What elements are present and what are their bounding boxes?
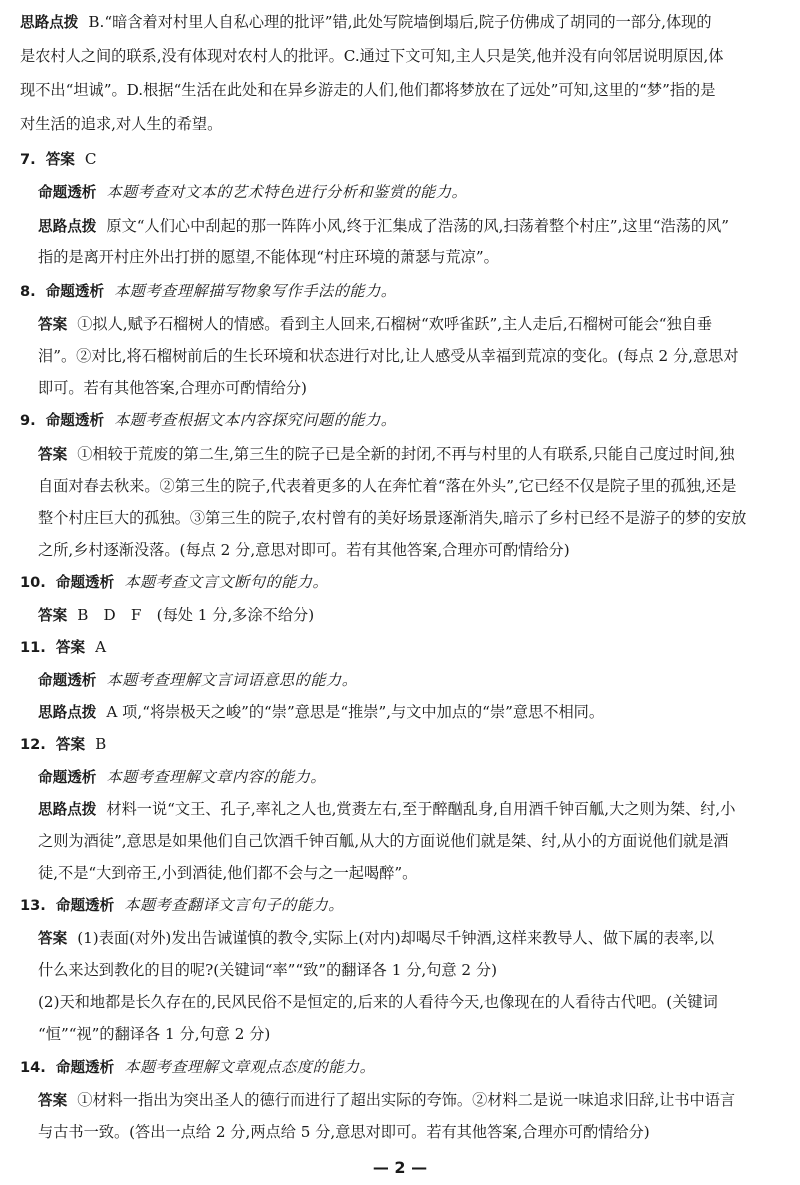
q11-hint-label: 思路点拨 — [38, 704, 97, 721]
q10-answer-label: 答案 — [38, 607, 68, 624]
q12-hint-line-1: 思路点拨 材料一说“文王、孔子,率礼之人也,赏赉左右,至于醉酗乱身,自用酒千钟百觚,大之则为桀、纣,小 — [38, 800, 736, 818]
q7-answer-value: C — [84, 150, 97, 168]
q13-analysis-label: 命题透析 — [55, 897, 115, 914]
page-number: — 2 — — [372, 1158, 428, 1177]
q11-answer-label: 答案 — [55, 639, 86, 656]
q12-hint-label: 思路点拨 — [38, 801, 97, 818]
q7-analysis-label: 命题透析 — [38, 184, 97, 201]
q8-answer-label: 答案 — [38, 316, 68, 333]
q7-hint-line-2: 指的是离开村庄外出打拼的愿望,不能体现“村庄环境的萧瑟与荒凉”。 — [38, 248, 499, 266]
q9-analysis-line: 9. 命题透析 本题考查根据文本内容探究问题的能力。 — [20, 411, 397, 429]
q10-answer-line: 答案 B D F (每处 1 分,多涂不给分) — [38, 606, 315, 624]
q11-answer-value: A — [95, 638, 107, 656]
q9-answer-line-1: 答案 ①相较于荒废的第二生,第三生的院子已是全新的封闭,不再与村里的人有联系,只能自己度过时间,独 — [38, 445, 735, 463]
q6-hint-line-2: 是农村人之间的联系,没有体现对农村人的批评。C.通过下文可知,主人只是笑,他并没有向邻居说明原因,体 — [20, 47, 724, 65]
q8-answer-line-1: 答案 ①拟人,赋予石榴树人的情感。看到主人回来,石榴树“欢呼雀跃”,主人走后,石榴树可能会“独自垂 — [38, 315, 713, 333]
q6-hint-label: 思路点拨 — [20, 14, 79, 31]
q7-analysis-line: 命题透析 本题考查对文本的艺术特色进行分析和鉴赏的能力。 — [38, 183, 468, 201]
q12-hint-line-3: 徒,不是“大到帝王,小到酒徒,他们都不会与之一起喝醉”。 — [38, 864, 418, 882]
q9-analysis-label: 命题透析 — [45, 412, 105, 429]
q13-answer-2-line-1: (2)天和地都是长久存在的,民风民俗不是恒定的,后来的人看待今天,也像现在的人看待古代吧。(关键词 — [38, 993, 718, 1011]
q10-number: 10. — [20, 574, 46, 591]
q8-analysis-label: 命题透析 — [45, 283, 105, 300]
q9-answer-line-3: 整个村庄巨大的孤独。③第三生的院子,农村曾有的美好场景逐渐消失,暗示了乡村已经不是游子的梦的安放 — [38, 509, 747, 527]
q12-answer-line — [20, 734, 778, 755]
q7-hint-label: 思路点拨 — [38, 218, 97, 235]
q9-answer-line-4: 之所,乡村逐渐没落。(每点 2 分,意思对即可。若有其他答案,合理亦可酌情给分) — [38, 541, 570, 559]
q11-analysis-label: 命题透析 — [38, 672, 97, 689]
q13-number: 13. — [20, 897, 46, 914]
q10-analysis-label: 命题透析 — [55, 574, 115, 591]
q13-answer-1-line-2: 什么来达到教化的目的呢?(关键词“率”“致”的翻译各 1 分,句意 2 分) — [38, 961, 498, 979]
q14-answer-line-2: 与古书一致。(答出一点给 2 分,两点给 5 分,意思对即可。若有其他答案,合理亦可酌情给分) — [38, 1123, 650, 1141]
q12-analysis-label: 命题透析 — [38, 769, 97, 786]
q13-answer-1-line-1: 答案 (1)表面(对外)发出告诫谨慎的教令,实际上(对内)却喝尽千钟酒,这样来教导人、做下属的表率,以 — [38, 929, 715, 947]
q13-answer-label: 答案 — [38, 930, 68, 947]
q6-hint-line-3: 现不出“坦诚”。D.根据“生活在此处和在异乡游走的人们,他们都将梦放在了远处”可知,这里的“梦”指的是 — [20, 81, 716, 99]
q7-answer-line — [20, 149, 778, 170]
q8-number: 8. — [20, 283, 36, 300]
q14-answer-line-1: 答案 ①材料一指出为突出圣人的德行而进行了超出实际的夸饰。②材料二是说一味追求旧辞,让书中语言 — [38, 1091, 736, 1109]
q14-answer-label: 答案 — [38, 1092, 68, 1109]
q7-hint-line-1: 思路点拨 原文“人们心中刮起的那一阵阵小风,终于汇集成了浩荡的风,扫荡着整个村庄”,这里“浩荡的风” — [38, 217, 730, 235]
q8-answer-line-2: 泪”。②对比,将石榴树前后的生长环境和状态进行对比,让人感受从幸福到荒凉的变化。(每点 2 分,意思对 — [38, 347, 739, 365]
q14-number: 14. — [20, 1059, 46, 1076]
q9-answer-line-2: 自面对春去秋来。②第三生的院子,代表着更多的人在奔忙着“落在外头”,它已经不仅是院子里的孤独,还是 — [38, 477, 737, 495]
q12-analysis-line: 命题透析 本题考查理解文章内容的能力。 — [38, 768, 327, 786]
q6-hint-line-1: 思路点拨 B.“暗含着对村里人自私心理的批评”错,此处写院墙倒塌后,院子仿佛成了胡同的一部分,体现的 — [20, 13, 712, 31]
q13-answer-2-line-2: “恒”“视”的翻译各 1 分,句意 2 分) — [38, 1025, 271, 1043]
q14-analysis-line: 14. 命题透析 本题考查理解文章观点态度的能力。 — [20, 1058, 376, 1076]
q12-answer-value: B — [95, 735, 107, 753]
q8-analysis-line: 8. 命题透析 本题考查理解描写物象写作手法的能力。 — [20, 282, 397, 300]
q12-number: 12. — [20, 736, 46, 753]
q13-analysis-line: 13. 命题透析 本题考查翻译文言句子的能力。 — [20, 896, 344, 914]
q7-number: 7. — [20, 151, 36, 168]
q12-hint-line-2: 之则为酒徒”,意思是如果他们自己饮酒千钟百觚,从大的方面说他们就是桀、纣,从小的方面说他们就是酒 — [38, 832, 729, 850]
q10-analysis-line: 10. 命题透析 本题考查文言文断句的能力。 — [20, 573, 329, 591]
q11-analysis-line: 命题透析 本题考查理解文言词语意思的能力。 — [38, 671, 358, 689]
q6-hint-line-4: 对生活的追求,对人生的希望。 — [20, 115, 223, 133]
q9-answer-label: 答案 — [38, 446, 68, 463]
q11-number: 11. — [20, 639, 46, 656]
q8-answer-line-3: 即可。若有其他答案,合理亦可酌情给分) — [38, 379, 307, 397]
q9-number: 9. — [20, 412, 36, 429]
q7-answer-label: 答案 — [45, 151, 75, 168]
q14-analysis-label: 命题透析 — [55, 1059, 115, 1076]
q11-hint-line: 思路点拨 A 项,“将崇极天之峻”的“崇”意思是“推崇”,与文中加点的“崇”意思不相同。 — [38, 703, 605, 721]
q12-answer-label: 答案 — [55, 736, 86, 753]
q11-answer-line — [20, 637, 778, 658]
